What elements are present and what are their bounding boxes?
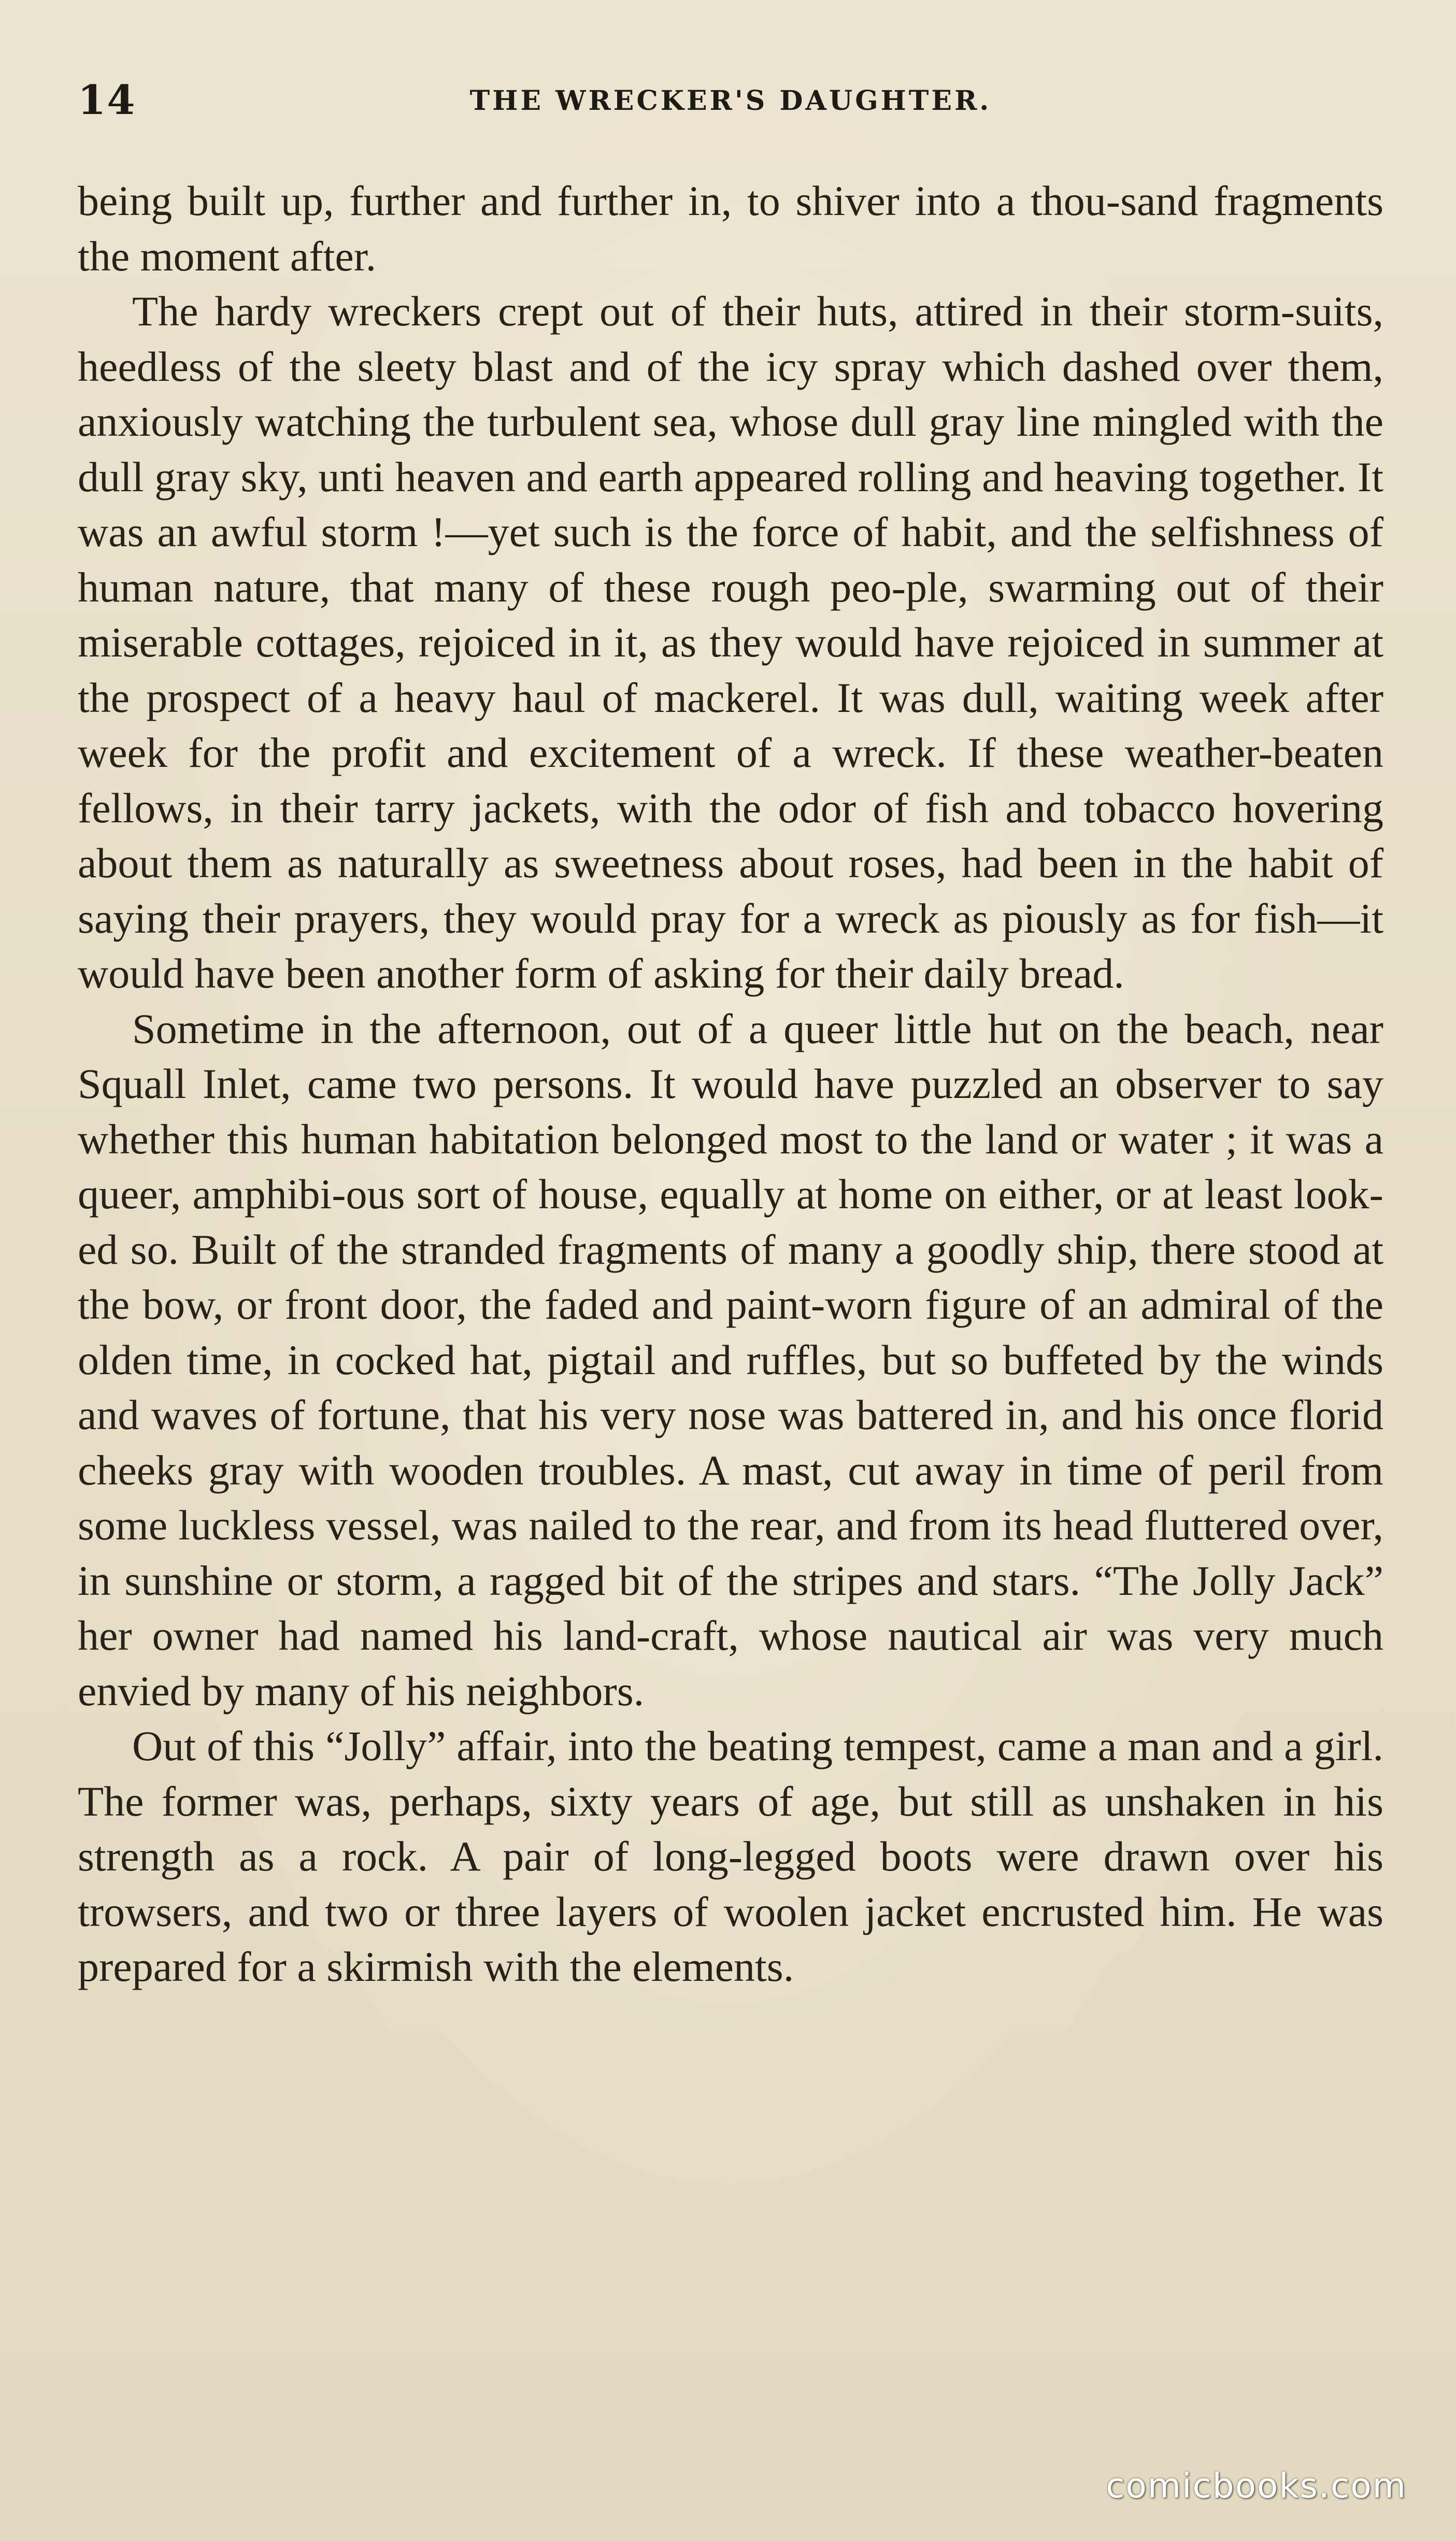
paragraph-man-and-girl: Out of this “Jolly” affair, into the beating tempest, came a man and a girl. The former was, perhaps, sixty years of age, but still as unshaken in his strength as a rock. A pair of long-legged boots were drawn over his trowsers, and two or three layers of woolen jacket encrusted him. He was prepared for a skirmish with the elements. — [78, 1722, 1383, 1990]
paragraph-continued: being built up, further and further in, to shiver into a thou-sand fragments the moment after. — [78, 177, 1383, 280]
running-title: THE WRECKER'S DAUGHTER. — [469, 85, 992, 117]
watermark: comicbooks.com — [1106, 2466, 1407, 2506]
body-text — [78, 174, 1383, 1995]
paragraph-jolly-jack: Sometime in the afternoon, out of a queer little hut on the beach, near Squall Inlet, came two persons. It would have puzzled an observer to say whether this human habitation belonged most to the land or water ; it was a queer, amphibi-ous sort of house, equally at home on either, or at least look-ed so. Built of the stranded fragments of many a goodly ship, there stood at the bow, or front door, the faded and paint-worn figure of an admiral of the olden time, in cocked hat, pigtail and ruffles, but so buffeted by the winds and waves of fortune, that his very nose was battered in, and his once florid cheeks gray with wooden troubles. A mast, cut away in time of peril from some luckless vessel, was nailed to the rear, and from its head fluttered over, in sunshine or storm, a ragged bit of the stripes and stars. “The Jolly Jack” her owner had named his land-craft, whose nautical air was very much envied by many of his neighbors. — [78, 1005, 1383, 1715]
paragraph-wreckers: The hardy wreckers crept out of their huts, attired in their storm-suits, heedless of the sleety blast and of the icy spray which dashed over them, anxiously watching the turbulent sea, whose dull gray line mingled with the dull gray sky, unti heaven and earth appeared rolling and heaving together. It was an awful storm !—yet such is the force of habit, and the selfishness of human nature, that many of these rough peo-ple, swarming out of their miserable cottages, rejoiced in it, as they would have rejoiced in summer at the prospect of a heavy haul of mackerel. It was dull, waiting week after week for the profit and excitement of a wreck. If these weather-beaten fellows, in their tarry jackets, with the odor of fish and tobacco hovering about them as naturally as sweetness about roses, had been in the habit of saying their prayers, they would pray for a wreck as piously as for fish—it would have been another form of asking for their daily bread. — [78, 288, 1383, 997]
page-number: 14 — [78, 77, 136, 124]
running-head — [78, 73, 1383, 140]
